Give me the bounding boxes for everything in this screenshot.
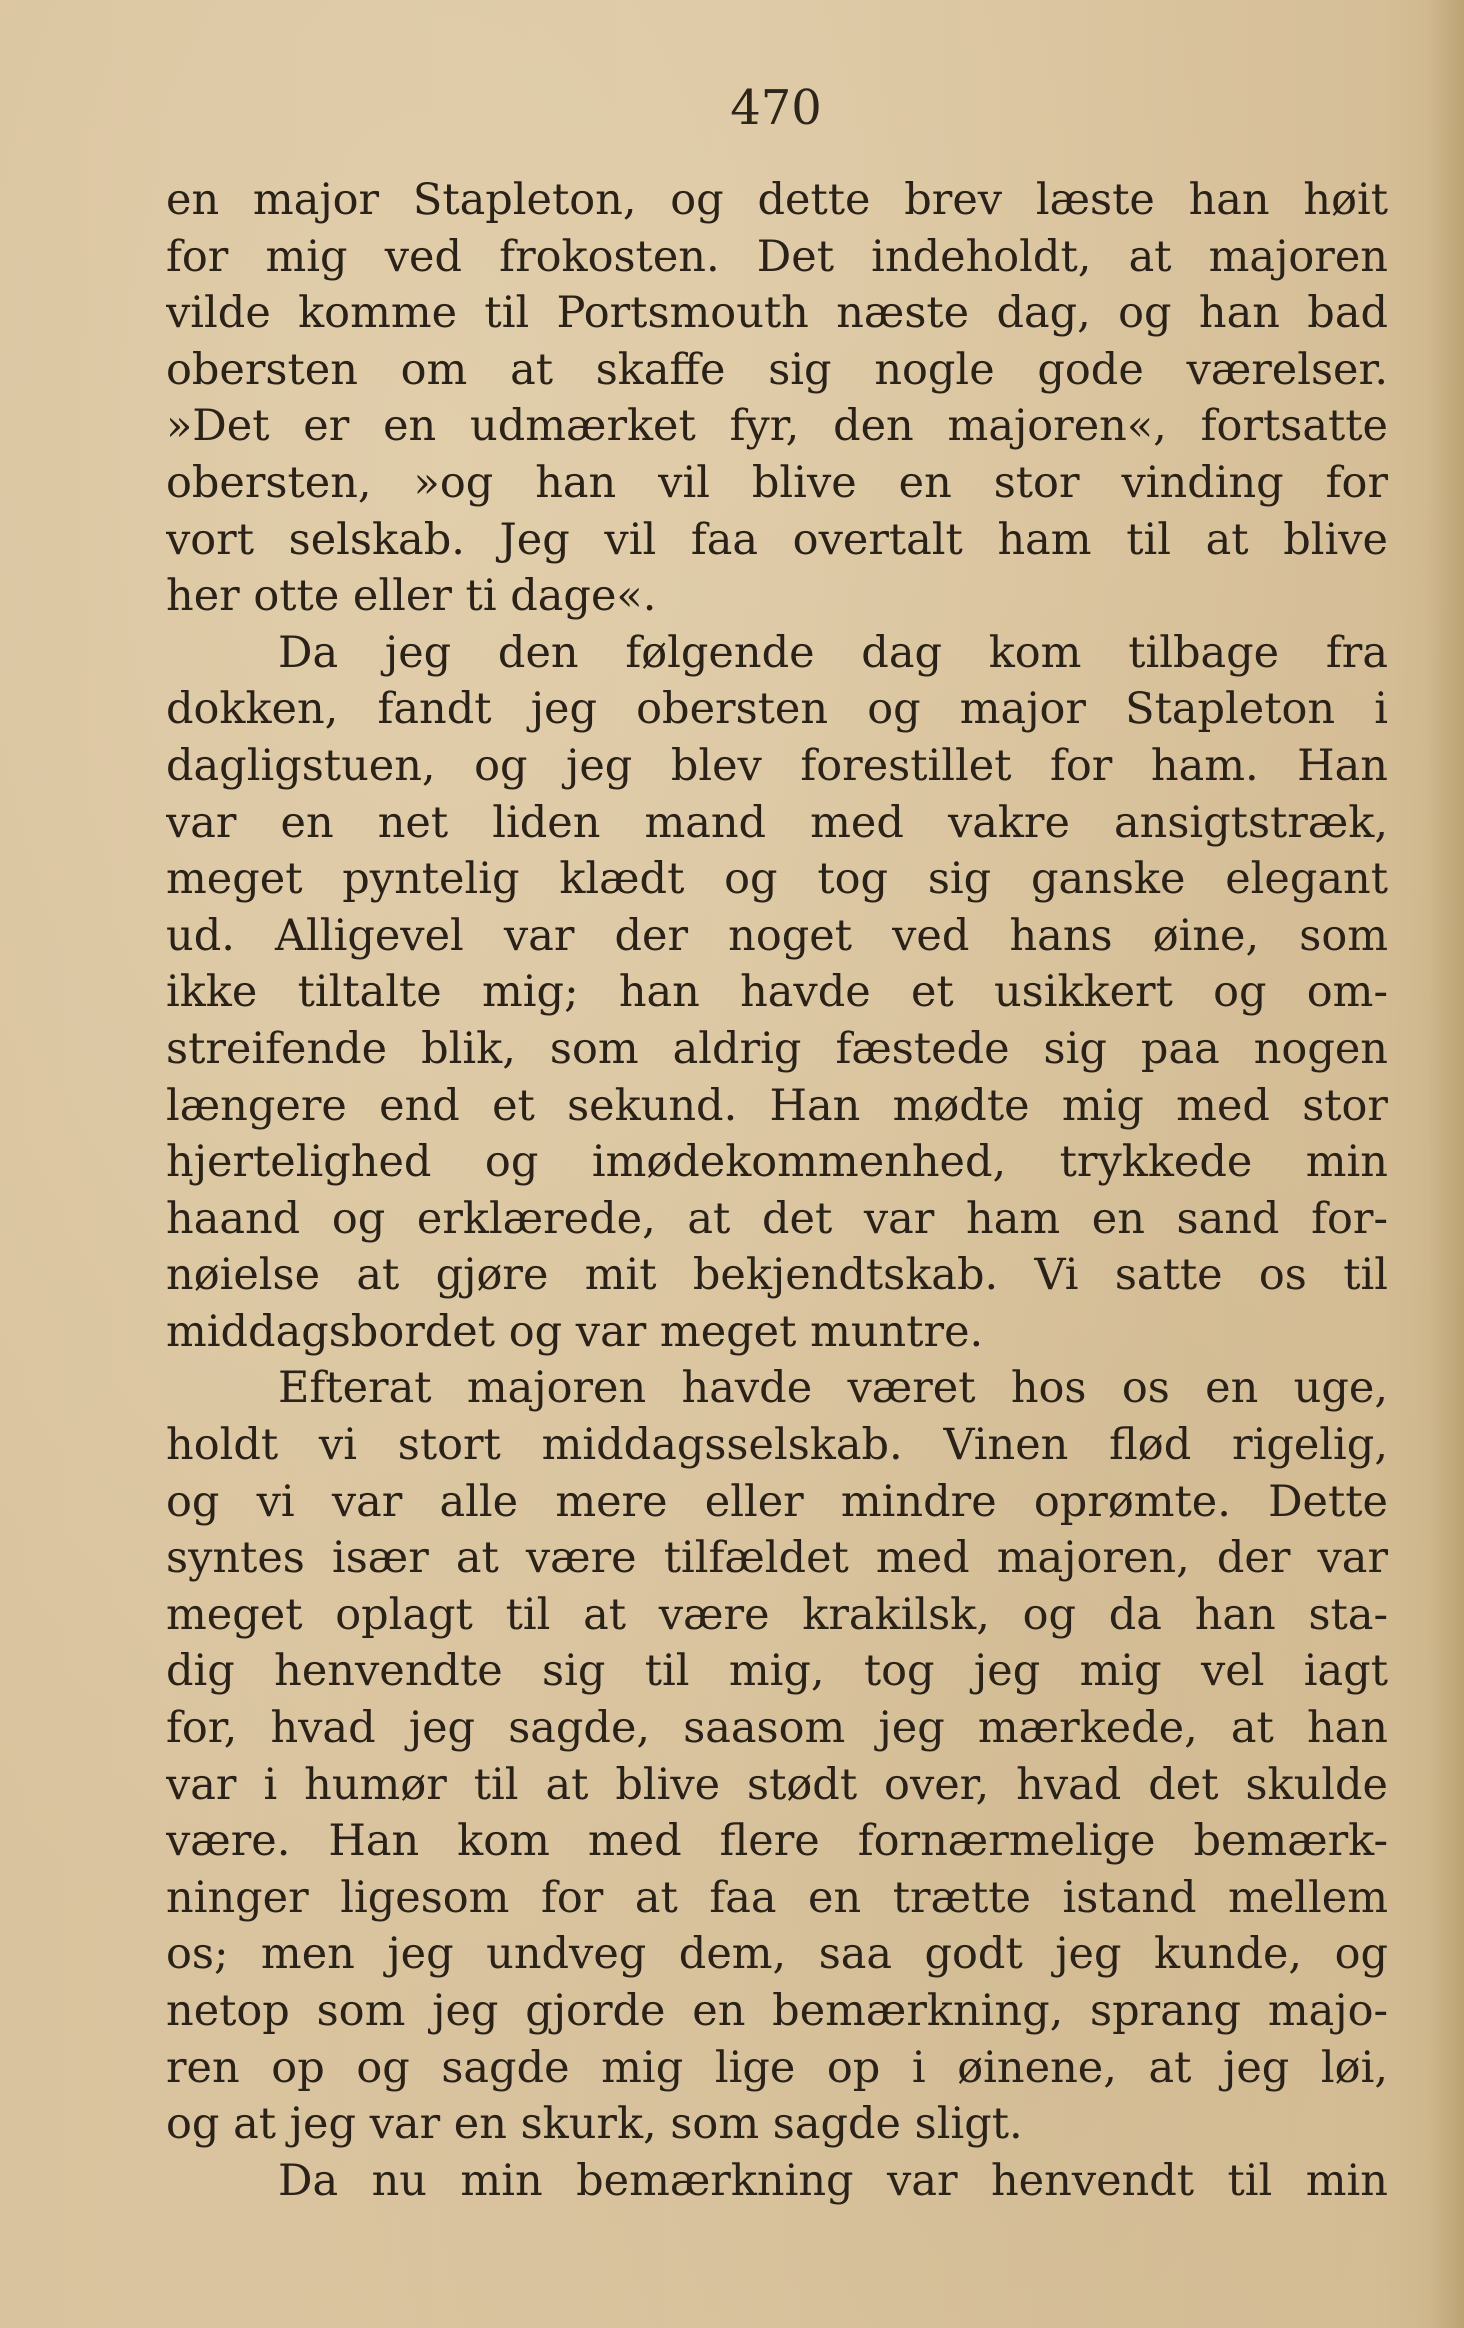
text-line: obersten om at skaffe sig nogle gode værelser. xyxy=(166,344,1388,395)
text-line: her otte eller ti dage«. xyxy=(166,571,657,622)
text-line: middagsbordet og var meget muntre. xyxy=(166,1306,984,1357)
text-line: en major Stapleton, og dette brev læste han høit xyxy=(166,175,1388,225)
text-line: ud. Alligevel var der noget ved hans øine, som xyxy=(166,910,1388,961)
body-text xyxy=(166,172,1388,2209)
text-line: hjertelighed og imødekommenhed, trykkede min xyxy=(166,1137,1388,1188)
text-line: »Det er en udmærket fyr, den majoren«, fortsatte xyxy=(166,401,1388,452)
text-line: Da jeg den følgende dag kom tilbage fra xyxy=(278,627,1388,678)
text-line: obersten, »og han vil blive en stor vinding for xyxy=(166,457,1388,508)
text-line: Da nu min bemærkning var henvendt til min xyxy=(278,2155,1388,2206)
text-line: holdt vi stort middagsselskab. Vinen flød rigelig, xyxy=(166,1420,1388,1471)
text-line: var en net liden mand med vakre ansigtstræk, xyxy=(166,797,1388,848)
text-line: meget pyntelig klædt og tog sig ganske elegant xyxy=(166,854,1388,905)
text-line: og at jeg var en skurk, som sagde sligt. xyxy=(166,2099,1023,2150)
text-line: streifende blik, som aldrig fæstede sig paa nogen xyxy=(166,1023,1388,1074)
text-line: vilde komme til Portsmouth næste dag, og han bad xyxy=(166,288,1388,339)
text-line: ninger ligesom for at faa en trætte istand mellem xyxy=(166,1872,1388,1923)
text-line: dokken, fandt jeg obersten og major Stapleton i xyxy=(166,684,1388,735)
text-line: meget oplagt til at være krakilsk, og da han sta- xyxy=(166,1589,1388,1640)
text-line: var i humør til at blive stødt over, hvad det skulde xyxy=(166,1759,1388,1810)
text-line: syntes især at være tilfældet med majoren, der var xyxy=(166,1533,1388,1584)
text-line: vort selskab. Jeg vil faa overtalt ham til at blive xyxy=(166,514,1388,565)
text-line: dig henvendte sig til mig, tog jeg mig vel iagt xyxy=(166,1646,1388,1697)
text-line: ikke tiltalte mig; han havde et usikkert og om- xyxy=(166,967,1388,1018)
text-line: dagligstuen, og jeg blev forestillet for ham. Han xyxy=(166,740,1388,791)
text-line: og vi var alle mere eller mindre oprømte. Dette xyxy=(166,1476,1388,1527)
text-line: nøielse at gjøre mit bekjendtskab. Vi satte os til xyxy=(166,1250,1388,1301)
page-number: 470 xyxy=(730,80,822,136)
page-edge-shadow xyxy=(1428,0,1464,2328)
text-line: længere end et sekund. Han mødte mig med stor xyxy=(166,1080,1388,1131)
text-line: Efterat majoren havde været hos os en uge, xyxy=(278,1363,1388,1414)
text-line: netop som jeg gjorde en bemærkning, sprang majo- xyxy=(166,1986,1388,2036)
text-line: være. Han kom med flere fornærmelige bemærk- xyxy=(166,1816,1388,1867)
text-line: haand og erklærede, at det var ham en sand for- xyxy=(166,1193,1388,1244)
text-line: os; men jeg undveg dem, saa godt jeg kunde, og xyxy=(166,1929,1388,1980)
text-line: ren op og sagde mig lige op i øinene, at jeg løi, xyxy=(166,2042,1388,2093)
text-line: for, hvad jeg sagde, saasom jeg mærkede, at han xyxy=(166,1703,1388,1754)
text-line: for mig ved frokosten. Det indeholdt, at majoren xyxy=(166,231,1388,282)
